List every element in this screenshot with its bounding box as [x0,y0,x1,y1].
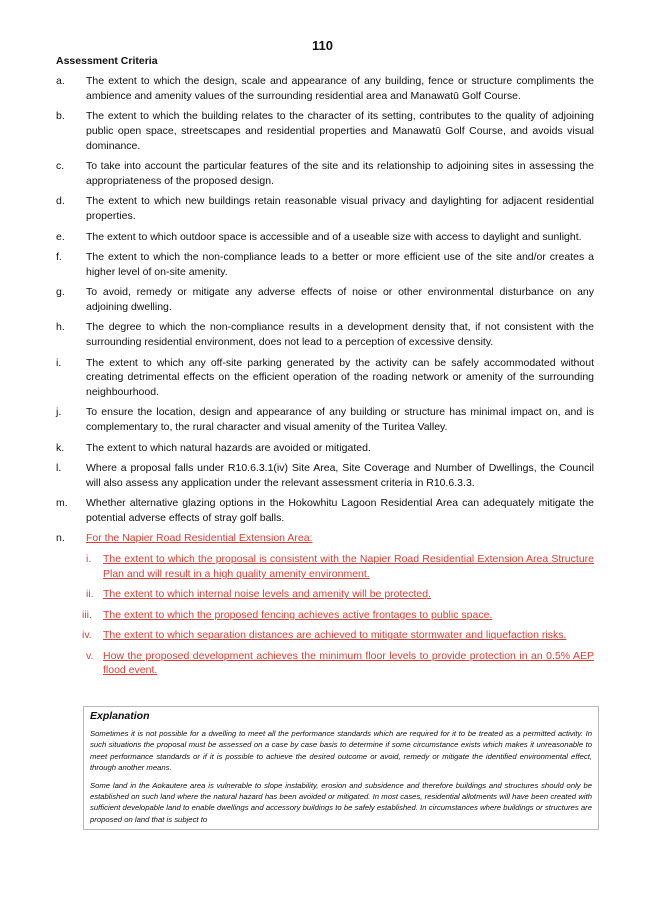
criterion-letter: i. [56,356,62,369]
criterion-n [56,531,594,546]
criterion-i [56,356,594,400]
explanation-title: Explanation [90,710,150,722]
criterion-letter: d. [56,195,65,208]
criteria-list [56,74,594,684]
criterion-text: To ensure the location, design and appearance of any building or structure has minimal impact on, and is complementary to, the rural character and visual amenity of the Turitea Valley. [86,406,594,434]
criterion-l [56,461,594,491]
sub-criterion-v [56,649,594,679]
explanation-box [83,706,599,830]
criterion-text: The degree to which the non-compliance results in a development density that, if not consistent with the surrounding residential environment, does not lead to a perception of excessive density. [86,321,594,349]
section-heading: Assessment Criteria [56,55,158,67]
criterion-letter: a. [56,75,65,87]
criterion-k [56,441,594,456]
criterion-d [56,194,594,224]
criterion-letter: j. [56,406,62,419]
criterion-m [56,496,594,526]
criterion-text: The extent to which outdoor space is accessible and of a useable size with access to daylight and sunlight. [86,230,582,243]
sub-criteria-list [56,552,594,678]
criterion-text: The extent to which the non-compliance leads to a better or more efficient use of the site and/or creates a higher level of on-site amenity. [86,250,594,278]
criterion-f [56,250,594,280]
sub-criterion-iii [56,608,594,623]
sub-criterion-iv [56,628,594,643]
criterion-text: The extent to which any off-site parking generated by the activity can be safely accommodated without creating detrimental effects on the efficient operation of the roading network or amenity of the surrounding neighbourhood. [86,356,594,399]
criterion-letter: m. [56,497,68,510]
criterion-letter: g. [56,286,65,299]
criterion-letter: l. [56,462,62,475]
sub-criterion-text: The extent to which the proposed fencing achieves active frontages to public space. [103,608,493,621]
criterion-text: Whether alternative glazing options in the Hokowhitu Lagoon Residential Area can adequately mitigate the potential adverse effects of stray golf balls. [86,497,594,525]
criterion-h [56,320,594,350]
criterion-e [56,230,594,245]
criterion-text: The extent to which new buildings retain reasonable visual privacy and daylighting for adjacent residential properties. [86,195,594,223]
criterion-c [56,159,594,189]
sub-criterion-numeral: v. [86,649,94,662]
sub-criterion-i [56,552,594,582]
criterion-text: The extent to which the design, scale and appearance of any building, fence or structure compliments the ambience and amenity values of the surrounding residential area and Manawatū Golf Course. [86,75,594,102]
sub-criterion-text: The extent to which separation distances are achieved to mitigate stormwater and liquefaction risks. [103,629,567,642]
sub-criterion-numeral: i. [86,553,92,566]
criterion-text: To avoid, remedy or mitigate any adverse effects of noise or other environmental disturbance on any adjoining dwelling. [86,286,594,313]
criterion-text: To take into account the particular features of the site and its relationship to adjoining sites in assessing the appropriateness of the proposed design. [86,160,594,187]
sub-criterion-text: The extent to which internal noise levels and amenity will be protected. [103,588,432,601]
criterion-letter: n. [56,532,65,545]
criterion-letter: c. [56,160,65,173]
criterion-text: The extent to which the building relates to the character of its setting, contributes to the quality of adjoining public open space, streetscapes and residential properties and Manawatū Golf Course, and avoids visual dominance. [86,110,594,152]
criterion-g [56,285,594,315]
sub-criterion-numeral: iii. [82,608,92,621]
criterion-letter: k. [56,441,65,454]
sub-criterion-numeral: iv. [82,629,92,642]
criterion-letter: e. [56,230,65,243]
sub-criterion-numeral: ii. [86,588,94,601]
criterion-text: Where a proposal falls under R10.6.3.1(iv) Site Area, Site Coverage and Number of Dwellings, the Council will also assess any application under the relevant assessment criteria in R10.6.3.3. [86,462,594,489]
criterion-text: The extent to which natural hazards are avoided or mitigated. [86,441,371,454]
explanation-paragraph: Some land in the Aokautere area is vulnerable to slope instability, erosion and subsidence and therefore buildings and structures should only be established on such land where the natural hazard has been avoided or mitigated. In most cases, residential allotments will have been created with sufficient developable land to enable dwellings and accessory buildings to be safely established. In circumstances where buildings or structures are proposed on land that is subject to [90,780,592,824]
criterion-letter: h. [56,321,65,334]
criterion-letter: f. [56,250,62,263]
sub-criterion-text: The extent to which the proposal is consistent with the Napier Road Residential Extension Area Structure Plan and will result in a high quality amenity environment. [103,553,594,581]
sub-criterion-ii [56,587,594,602]
criterion-b [56,109,594,153]
criterion-j [56,405,594,435]
criterion-letter: b. [56,110,65,123]
criterion-text: For the Napier Road Residential Extension Area: [86,532,313,545]
criterion-a [56,74,594,104]
sub-criterion-text: How the proposed development achieves the minimum floor levels to provide protection in an 0.5% AEP flood event. [103,649,594,677]
explanation-paragraph: Sometimes it is not possible for a dwelling to meet all the performance standards which are required for it to be treated as a permitted activity. In such situations the proposal must be assessed on a case by case basis to determine if some circumstance exists which makes it unreasonable to meet performance standards or if it is possible to achieve the desired outcome or avoid, remedy or mitigate the identified environmental effect, through another means. [90,729,592,773]
page-number: 110 [312,38,333,53]
